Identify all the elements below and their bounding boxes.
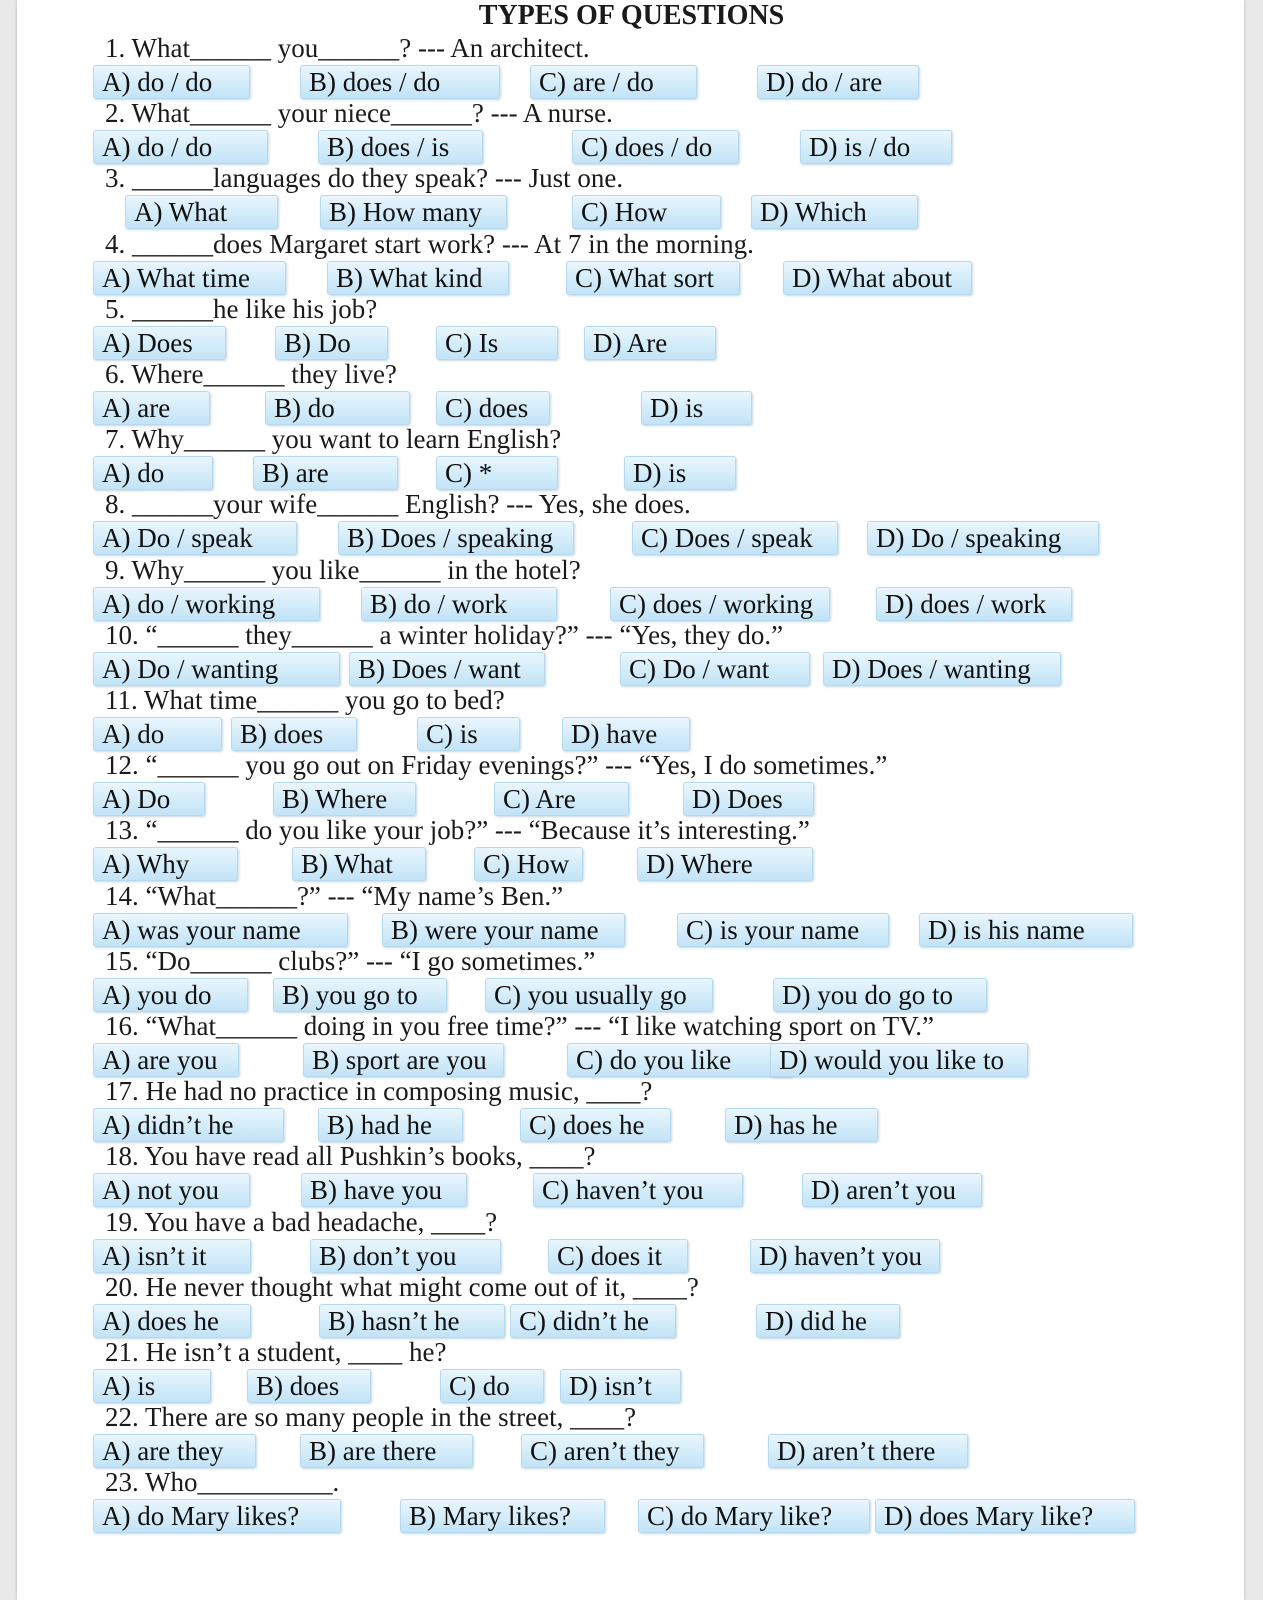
question-text: 17. He had no practice in composing music, ____? xyxy=(105,1076,653,1106)
question-10 xyxy=(105,620,783,650)
option-c-button[interactable]: C) is xyxy=(417,717,520,751)
option-d-button[interactable]: D) would you like to xyxy=(770,1043,1028,1077)
question-text: 19. You have a bad headache, ____? xyxy=(105,1207,498,1237)
question-2 xyxy=(105,98,613,128)
question-17 xyxy=(105,1076,652,1106)
option-d-button[interactable]: D) is xyxy=(624,456,736,490)
question-7 xyxy=(105,424,561,454)
option-a-button[interactable]: A) What xyxy=(125,195,278,229)
question-5 xyxy=(105,294,377,324)
option-c-button[interactable]: C) are / do xyxy=(530,65,697,99)
option-d-button[interactable]: D) have xyxy=(562,717,690,751)
question-9 xyxy=(105,555,581,585)
option-a-button[interactable]: A) do / do xyxy=(93,65,250,99)
option-c-button[interactable]: C) How xyxy=(474,847,583,881)
question-text: 8. ______your wife______ English? --- Yes, she does. xyxy=(105,489,691,519)
option-c-button[interactable]: C) * xyxy=(436,456,558,490)
option-b-button[interactable]: B) does xyxy=(247,1369,371,1403)
option-a-button[interactable]: A) do xyxy=(93,717,222,751)
question-21 xyxy=(105,1337,446,1367)
option-c-button[interactable]: C) is your name xyxy=(677,913,889,947)
option-d-button[interactable]: D) does Mary like? xyxy=(875,1499,1135,1533)
option-b-button[interactable]: B) you go to xyxy=(273,978,447,1012)
option-d-button[interactable]: D) is / do xyxy=(800,130,952,164)
option-a-button[interactable]: A) do / working xyxy=(93,587,320,621)
option-b-button[interactable]: B) Does / speaking xyxy=(338,521,574,555)
option-d-button[interactable]: D) Does xyxy=(683,782,814,816)
question-6 xyxy=(105,359,397,389)
option-b-button[interactable]: B) How many xyxy=(320,195,507,229)
page-title: TYPES OF QUESTIONS xyxy=(478,0,785,31)
question-text: 9. Why______ you like______ in the hotel? xyxy=(105,555,581,585)
option-a-button[interactable]: A) isn’t it xyxy=(93,1239,251,1273)
question-text: 3. ______languages do they speak? --- Just one. xyxy=(105,163,624,193)
question-text: 23. Who__________. xyxy=(105,1467,340,1497)
question-text: 15. “Do______ clubs?” --- “I go sometimes.” xyxy=(105,946,596,976)
question-23 xyxy=(105,1467,339,1497)
option-a-button[interactable]: A) are you xyxy=(93,1043,239,1077)
question-text: 13. “______ do you like your job?” --- “Because it’s interesting.” xyxy=(105,815,810,845)
option-a-button[interactable]: A) do / do xyxy=(93,130,268,164)
question-text: 16. “What______ doing in you free time?” --- “I like watching sport on TV.” xyxy=(105,1011,935,1041)
option-b-button[interactable]: B) are xyxy=(253,456,398,490)
option-c-button[interactable]: C) does it xyxy=(548,1239,688,1273)
question-text: 2. What______ your niece______? --- A nurse. xyxy=(105,98,613,128)
option-b-button[interactable]: B) have you xyxy=(301,1173,467,1207)
option-a-button[interactable]: A) Do / wanting xyxy=(93,652,340,686)
question-text: 10. “______ they______ a winter holiday?” --- “Yes, they do.” xyxy=(105,620,784,650)
option-c-button[interactable]: C) Is xyxy=(436,326,558,360)
option-d-button[interactable]: D) Does / wanting xyxy=(823,652,1061,686)
question-19 xyxy=(105,1207,497,1237)
option-d-button[interactable]: D) did he xyxy=(756,1304,900,1338)
option-a-button[interactable]: A) was your name xyxy=(93,913,348,947)
question-22 xyxy=(105,1402,636,1432)
question-3 xyxy=(105,163,623,193)
question-1 xyxy=(105,33,590,63)
question-text: 4. ______does Margaret start work? --- At 7 in the morning. xyxy=(105,229,754,259)
question-18 xyxy=(105,1141,595,1171)
option-a-button[interactable]: A) you do xyxy=(93,978,248,1012)
option-b-button[interactable]: B) sport are you xyxy=(303,1043,504,1077)
option-b-button[interactable]: B) does xyxy=(231,717,357,751)
option-b-button[interactable]: B) Mary likes? xyxy=(400,1499,605,1533)
question-20 xyxy=(105,1272,699,1302)
option-c-button[interactable]: C) didn’t he xyxy=(510,1304,676,1338)
option-b-button[interactable]: B) Does / want xyxy=(349,652,545,686)
option-c-button[interactable]: C) haven’t you xyxy=(533,1173,743,1207)
option-d-button[interactable]: D) isn’t xyxy=(560,1369,681,1403)
option-a-button[interactable]: A) Do / speak xyxy=(93,521,297,555)
question-4 xyxy=(105,229,754,259)
question-11 xyxy=(105,685,505,715)
option-c-button[interactable]: C) does xyxy=(436,391,550,425)
question-16 xyxy=(105,1011,934,1041)
question-8 xyxy=(105,489,691,519)
option-d-button[interactable]: D) does / work xyxy=(876,587,1072,621)
option-c-button[interactable]: C) Do / want xyxy=(620,652,810,686)
option-b-button[interactable]: B) Do xyxy=(275,326,388,360)
option-a-button[interactable]: A) Why xyxy=(93,847,238,881)
option-c-button[interactable]: C) does he xyxy=(520,1108,671,1142)
option-a-button[interactable]: A) are they xyxy=(93,1434,256,1468)
option-b-button[interactable]: B) hasn’t he xyxy=(319,1304,505,1338)
question-text: 18. You have read all Pushkin’s books, ____? xyxy=(105,1141,596,1171)
option-b-button[interactable]: B) do / work xyxy=(361,587,557,621)
option-c-button[interactable]: C) do xyxy=(440,1369,544,1403)
option-d-button[interactable]: D) Are xyxy=(584,326,716,360)
option-c-button[interactable]: C) aren’t they xyxy=(521,1434,704,1468)
option-b-button[interactable]: B) does / is xyxy=(318,130,483,164)
option-c-button[interactable]: C) does / working xyxy=(610,587,830,621)
option-c-button[interactable]: C) Are xyxy=(494,782,629,816)
option-d-button[interactable]: D) Where xyxy=(637,847,813,881)
option-a-button[interactable]: A) are xyxy=(93,391,210,425)
option-a-button[interactable]: A) What time xyxy=(93,261,286,295)
option-d-button[interactable]: D) haven’t you xyxy=(750,1239,940,1273)
option-b-button[interactable]: B) does / do xyxy=(300,65,500,99)
question-12 xyxy=(105,750,887,780)
option-d-button[interactable]: D) is his name xyxy=(919,913,1133,947)
option-c-button[interactable]: C) do you like xyxy=(567,1043,793,1077)
question-text: 12. “______ you go out on Friday evenings?” --- “Yes, I do sometimes.” xyxy=(105,750,888,780)
option-d-button[interactable]: D) do / are xyxy=(757,65,919,99)
option-d-button[interactable]: D) aren’t there xyxy=(768,1434,968,1468)
option-a-button[interactable]: A) does he xyxy=(93,1304,251,1338)
question-text: 1. What______ you______? --- An architect. xyxy=(105,33,590,63)
option-b-button[interactable]: B) Where xyxy=(273,782,416,816)
question-text: 20. He never thought what might come out of it, ____? xyxy=(105,1272,699,1302)
option-c-button[interactable]: C) Does / speak xyxy=(632,521,838,555)
option-b-button[interactable]: B) are there xyxy=(300,1434,473,1468)
option-d-button[interactable]: D) has he xyxy=(725,1108,878,1142)
question-14 xyxy=(105,881,563,911)
option-d-button[interactable]: D) What about xyxy=(783,261,972,295)
option-d-button[interactable]: D) is xyxy=(641,391,752,425)
option-b-button[interactable]: B) do xyxy=(265,391,410,425)
option-a-button[interactable]: A) didn’t he xyxy=(93,1108,284,1142)
option-c-button[interactable]: C) do Mary like? xyxy=(638,1499,870,1533)
option-a-button[interactable]: A) do xyxy=(93,456,213,490)
option-b-button[interactable]: B) had he xyxy=(318,1108,463,1142)
option-d-button[interactable]: D) aren’t you xyxy=(802,1173,982,1207)
question-text: 6. Where______ they live? xyxy=(105,359,397,389)
question-13 xyxy=(105,815,810,845)
question-text: 11. What time______ you go to bed? xyxy=(105,685,505,715)
option-d-button[interactable]: D) Do / speaking xyxy=(867,521,1099,555)
question-text: 22. There are so many people in the street, ____? xyxy=(105,1402,637,1432)
option-a-button[interactable]: A) do Mary likes? xyxy=(93,1499,341,1533)
option-c-button[interactable]: C) What sort xyxy=(566,261,740,295)
option-b-button[interactable]: B) don’t you xyxy=(310,1239,501,1273)
option-a-button[interactable]: A) Do xyxy=(93,782,205,816)
option-d-button[interactable]: D) Which xyxy=(751,195,918,229)
option-a-button[interactable]: A) is xyxy=(93,1369,211,1403)
option-c-button[interactable]: C) does / do xyxy=(572,130,739,164)
option-c-button[interactable]: C) you usually go xyxy=(485,978,713,1012)
option-b-button[interactable]: B) were your name xyxy=(382,913,625,947)
option-d-button[interactable]: D) you do go to xyxy=(773,978,987,1012)
question-text: 21. He isn’t a student, ____ he? xyxy=(105,1337,447,1367)
question-15 xyxy=(105,946,595,976)
option-c-button[interactable]: C) How xyxy=(572,195,721,229)
option-b-button[interactable]: B) What kind xyxy=(327,261,509,295)
option-b-button[interactable]: B) What xyxy=(292,847,426,881)
option-a-button[interactable]: A) Does xyxy=(93,326,226,360)
question-text: 14. “What______?” --- “My name’s Ben.” xyxy=(105,881,564,911)
question-text: 7. Why______ you want to learn English? xyxy=(105,424,562,454)
question-text: 5. ______he like his job? xyxy=(105,294,378,324)
option-a-button[interactable]: A) not you xyxy=(93,1173,250,1207)
